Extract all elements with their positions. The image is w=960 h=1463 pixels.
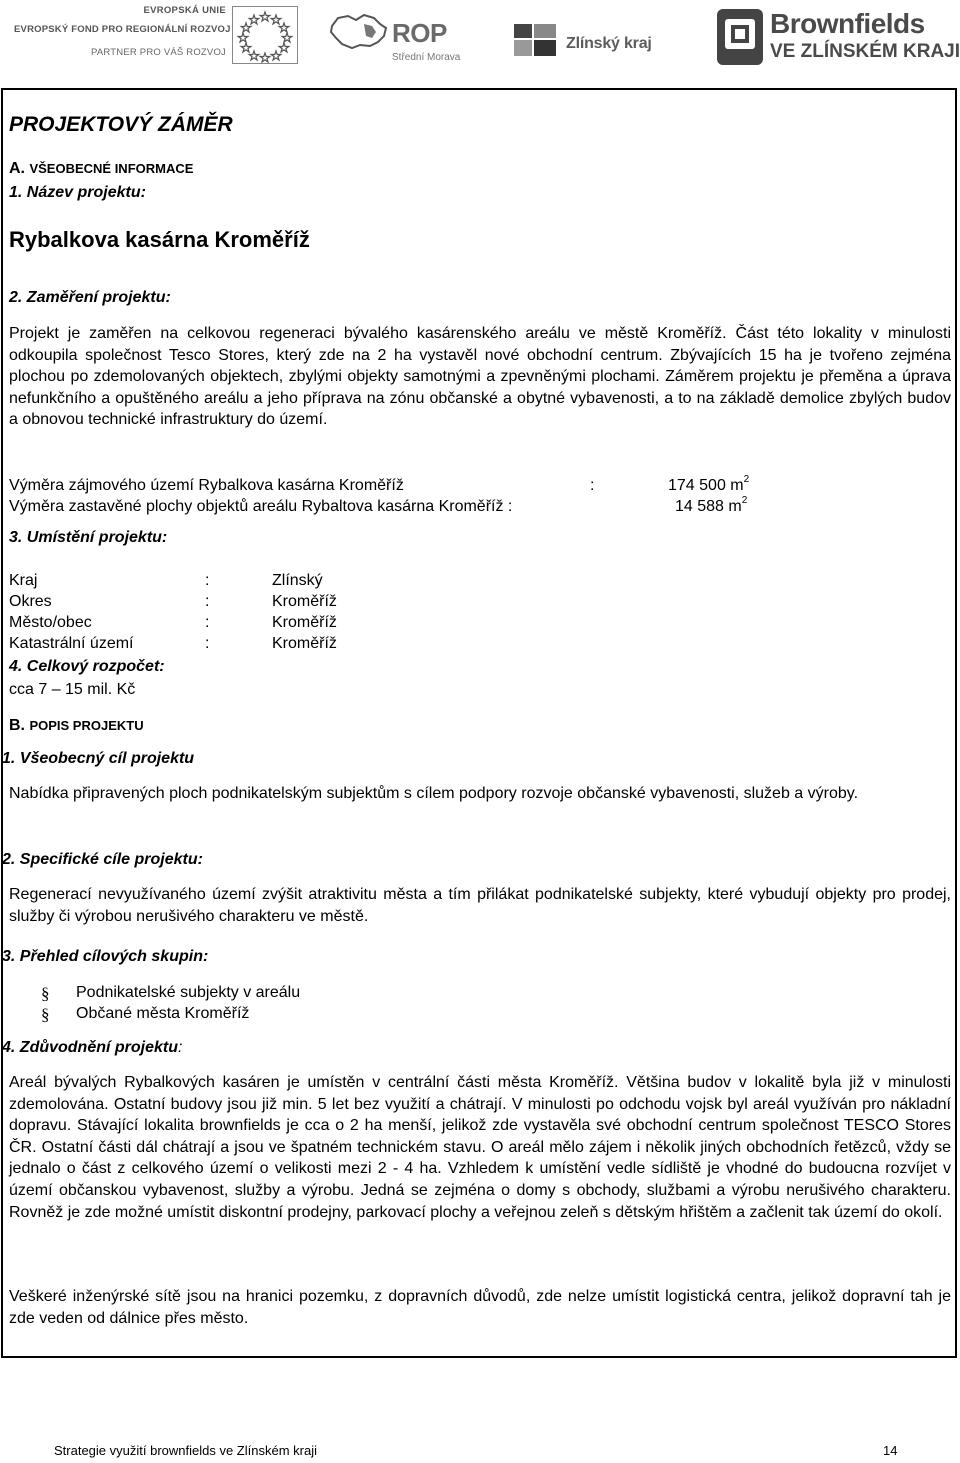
eu-union-label: EVROPSKÁ UNIE — [143, 5, 226, 16]
heading-target-groups: 3. Přehled cílových skupin: — [2, 948, 209, 965]
project-name: Rybalkova kasárna Kroměříž — [9, 227, 310, 252]
location-colon: : — [205, 614, 210, 631]
page-header — [0, 0, 960, 80]
document-title: PROJEKTOVÝ ZÁMĚR — [9, 113, 233, 136]
heading-budget: 4. Celkový rozpočet: — [9, 658, 165, 675]
brownfields-subtitle: VE ZLÍNSKÉM KRAJI — [770, 41, 960, 62]
brownfields-emblem-icon — [716, 8, 764, 66]
area-total-value: 174 500 $m^2$ — [668, 473, 750, 494]
section-a-title: VŠEOBECNÉ INFORMACE — [29, 161, 194, 176]
czech-map-icon — [328, 12, 390, 52]
erdf-label: EVROPSKÝ FOND PRO REGIONÁLNÍ ROZVOJ — [14, 24, 231, 35]
zlinsky-kraj-logo — [512, 16, 672, 66]
location-colon: : — [205, 593, 210, 610]
rop-subtitle: Střední Morava — [392, 52, 461, 63]
zlinsky-kraj-title: Zlínský kraj — [566, 35, 652, 52]
networks-text: Veškeré inženýrské sítě jsou na hranici pozemku, z dopravních důvodů, zde nelze umístit logistická centra, jelikož dopravní tah je zde veden od dálnice přes město. — [9, 1288, 951, 1327]
location-value: Kroměříž — [272, 593, 337, 610]
svg-text:§: § — [41, 984, 50, 1002]
rop-title: ROP — [392, 18, 447, 48]
rop-logo — [328, 8, 488, 70]
section-a-heading — [9, 158, 193, 179]
justification-text: Areál bývalých Rybalkových kasáren je umístěn v centrální části města Kroměříž. Většina budov v lokalitě byla již v minulosti zdemolována. Ostatní budovy jsou již min. 5 let bez využití a chátrají. V minulosti po odchodu vojsk byl areál využíván pro nákladní dopravu. Stávající lokalita brownfields je cca o 2 ha menší, jelikož zde vystavěla své obchodní centrum společnost TESCO Stores ČR. Ostatní části dál chátrají a jsou ve špatném technickém stavu. O areál mělo zájem i několik jiných obchodních řetězců, vždy se jednalo o část z celkového území o velikosti mezi 2 - 4 ha. Vzhledem k umístění vedle sídliště je vhodné do budoucna rozvíjet v území občanskou vybavenost, služby a výrobu. Jedná se zejména o domy s obchody, službami a výrobu nerušivého charakteru. Rovněž je zde možné umístit diskontní prodejny, parkovací plochy a veřejnou zeleň s dětským hřištěm a začlenit tak území do okolí. — [9, 1074, 951, 1221]
section-b-letter: B. — [9, 717, 25, 734]
location-label: Město/obec — [9, 614, 92, 631]
heading-general-goal: 1. Všeobecný cíl projektu — [2, 750, 195, 767]
area-total-label: Výměra zájmového území Rybalkova kasárna Kroměříž — [9, 477, 404, 494]
section-a-letter: A. — [9, 160, 25, 177]
eu-stars-icon — [232, 6, 298, 64]
heading-project-location: 3. Umístění projektu: — [9, 529, 168, 546]
area-built-value: 14 588 $m^2$ — [675, 494, 748, 515]
location-value: Zlínský — [272, 572, 323, 589]
heading-project-focus: 2. Zaměření projektu: — [9, 289, 171, 306]
partner-slogan: PARTNER PRO VÁŠ ROZVOJ — [91, 47, 226, 58]
project-focus-text: Projekt je zaměřen na celkovou regeneraci bývalého kasárenského areálu ve městě Kroměříž. Část této lokality v minulosti odkoupila společnost Tesco Stores, který zde na 2 ha vystavěl nové obchodní centrum. Zbývajících 15 ha je tvořeno zejména plochou po zdemolovaných objektech, zbylými objekty samotnými a zpevněnými plochami. Záměrem projektu je přeměna a úprava nefunkčního a opuštěného areálu a jeho příprava na zónu občanské a obytné vybavenosti, a to na základě demolice zbylých budov a obnovou technické infrastruktury do území. — [9, 325, 951, 429]
section-b-heading — [9, 715, 144, 736]
zlin-region-emblem-icon — [512, 20, 560, 60]
brownfields-logo — [716, 6, 960, 70]
location-label: Okres — [9, 593, 52, 610]
target-group-item: Podnikatelské subjekty v areálu — [76, 984, 301, 1001]
location-colon: : — [205, 635, 210, 652]
svg-text:§: § — [41, 1005, 50, 1023]
eu-logo-text — [14, 4, 231, 59]
general-goal-text: Nabídka připravených ploch podnikatelským subjektům s cílem podpory rozvoje občanské vybavenosti, služeb a výroby. — [9, 785, 859, 802]
location-colon: : — [205, 572, 210, 589]
page-number: 14 — [883, 1443, 898, 1458]
section-b-title: POPIS PROJEKTU — [29, 718, 144, 733]
heading-justification: 4. Zdůvodnění projektu: — [2, 1039, 183, 1056]
location-value: Kroměříž — [272, 614, 337, 631]
area-built-label: Výměra zastavěné plochy objektů areálu Rybaltova kasárna Kroměříž : — [9, 498, 513, 515]
brownfields-title: Brownfields — [770, 8, 925, 39]
location-value: Kroměříž — [272, 635, 337, 652]
target-group-item: Občané města Kroměříž — [76, 1005, 250, 1022]
budget-value: cca 7 – 15 mil. Kč — [9, 681, 136, 698]
footer-title: Strategie využití brownfields ve Zlínském kraji — [54, 1443, 317, 1458]
location-label: Kraj — [9, 572, 38, 589]
specific-goals-text: Regenerací nevyužívaného území zvýšit atraktivitu města a tím přilákat podnikatelské subjekty, které vybudují objekty pro prodej, služby či výrobou nerušivého charakteru ve městě. — [9, 886, 951, 925]
location-label: Katastrální území — [9, 635, 134, 652]
section-sign-bullet-icon — [40, 1005, 52, 1023]
heading-project-name: 1. Název projektu: — [9, 184, 146, 201]
area-total-colon: : — [590, 477, 595, 494]
heading-specific-goals: 2. Specifické cíle projektu: — [2, 851, 203, 868]
section-sign-bullet-icon — [40, 984, 52, 1002]
